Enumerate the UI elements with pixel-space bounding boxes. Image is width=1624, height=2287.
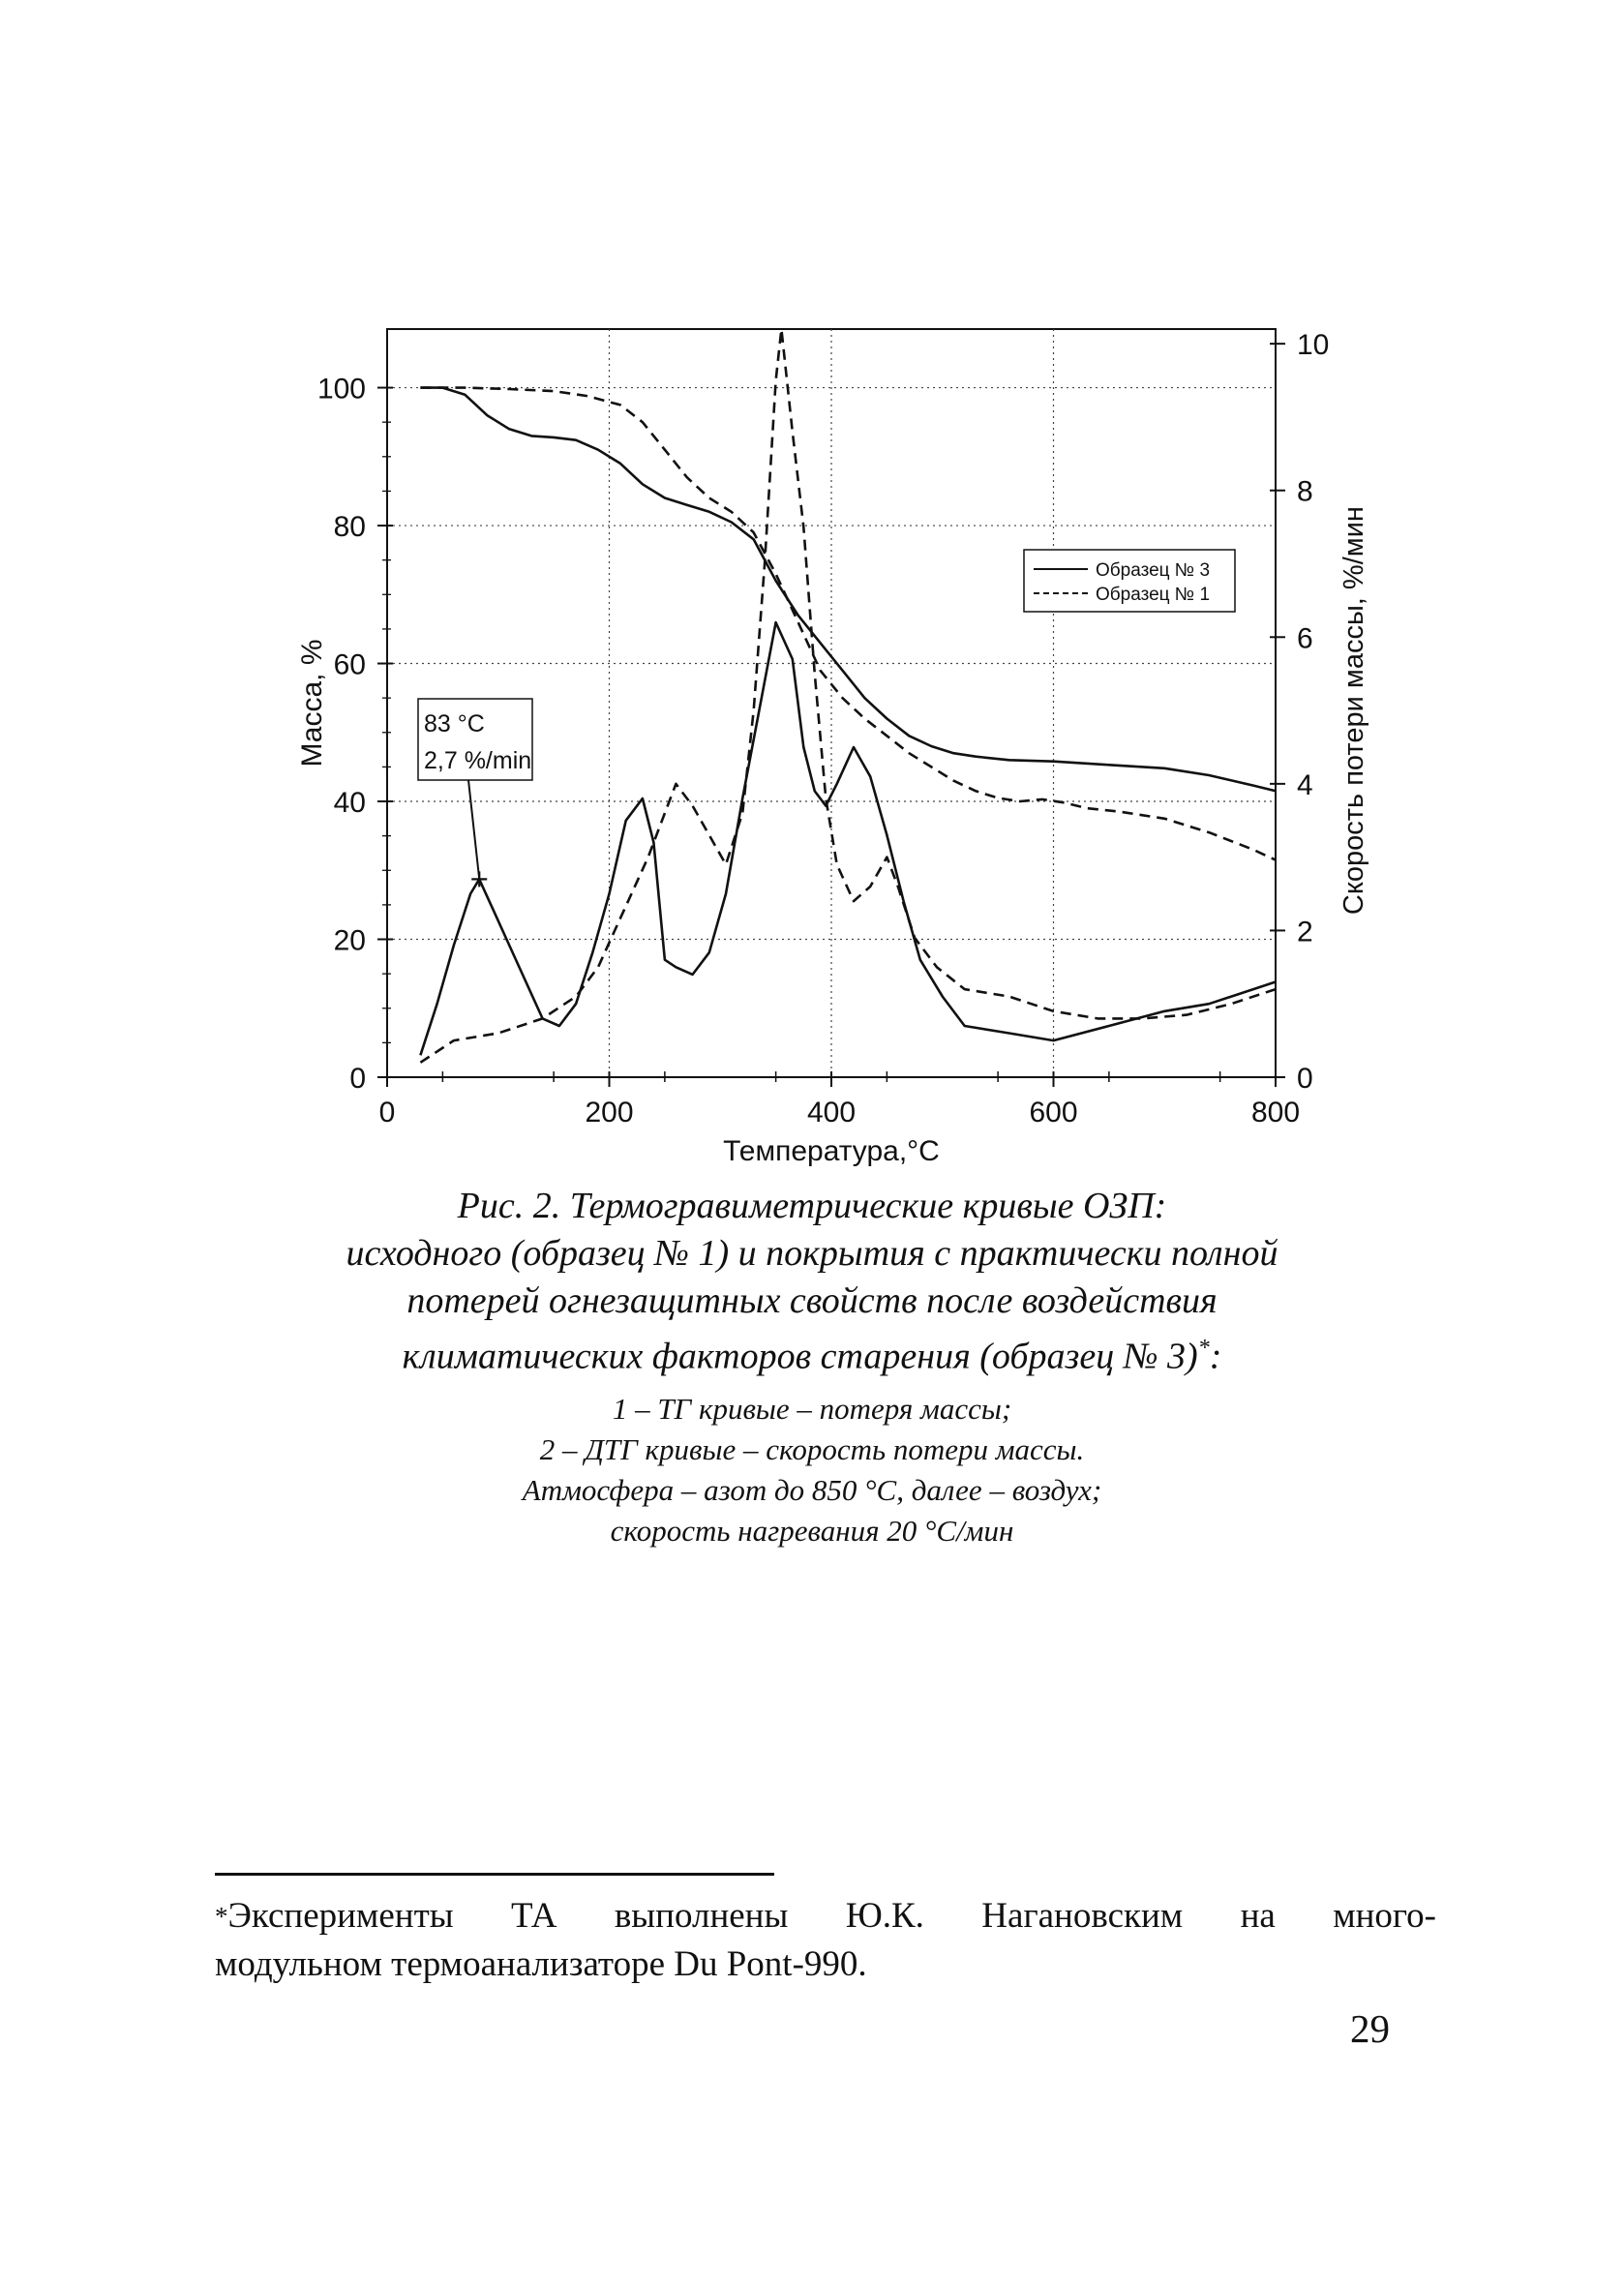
footnote-line-1 (215, 1892, 1436, 1941)
legend-label: Образец № 3 (1096, 560, 1211, 581)
series-line (420, 622, 1276, 1055)
footnote-text-1: Эксперименты ТА выполнены Ю.К. Нагановским на много- (227, 1896, 1436, 1936)
series-line (420, 329, 1276, 1063)
x-tick-label: 200 (585, 1097, 634, 1128)
footnote (215, 1892, 1436, 1989)
footnote-line-2: модульном термоанализаторе Du Pont-990. (215, 1944, 867, 1984)
y2-tick-label: 10 (1297, 329, 1330, 362)
y2-tick-label: 0 (1297, 1063, 1313, 1095)
y2-axis-title: Скорость потери массы, %/мин (1338, 506, 1369, 916)
y-tick-label: 40 (333, 787, 366, 820)
series-line (420, 388, 1276, 860)
y-tick-label: 0 (349, 1063, 366, 1095)
caption-note: Атмосфера – азот до 850 °C, далее – воздух; (522, 1473, 1102, 1507)
y2-tick-label: 8 (1297, 475, 1313, 508)
annotation-leader (468, 780, 479, 879)
x-axis-title: Температура,°C (723, 1135, 940, 1167)
footnote-rule (215, 1873, 774, 1876)
y2-tick-label: 6 (1297, 622, 1313, 655)
y2-tick-label: 4 (1297, 768, 1313, 801)
caption-note: скорость нагревания 20 °C/мин (610, 1514, 1014, 1548)
caption-line: потерей огнезащитных свойств после воздействия (406, 1280, 1218, 1321)
caption-line: Рис. 2. Термогравиметрические кривые ОЗП: (457, 1186, 1167, 1226)
x-tick-label: 400 (806, 1097, 857, 1128)
annotation-line-1: 83 °C (424, 710, 485, 737)
y-tick-label: 60 (333, 648, 366, 681)
annotation-marker (471, 871, 487, 887)
figure-caption (0, 1183, 1624, 1381)
x-tick-label: 0 (378, 1097, 396, 1128)
caption-note: 2 – ДТГ кривые – скорость потери массы. (539, 1432, 1085, 1466)
y-tick-label: 100 (316, 373, 366, 406)
x-tick-label: 600 (1029, 1097, 1078, 1128)
footnote-mark: * (215, 1902, 228, 1931)
x-tick-label: 800 (1250, 1097, 1301, 1128)
figure-caption-notes (0, 1389, 1624, 1551)
caption-line (0, 1325, 1624, 1381)
caption-line-text: климатических факторов старения (образец № 3) (402, 1336, 1198, 1377)
annotation-line-2: 2,7 %/min (424, 747, 532, 774)
caption-line: исходного (образец № 1) и покрытия с практически полной (346, 1233, 1278, 1274)
caption-footnote-mark: * (1197, 1336, 1210, 1361)
y-tick-label: 20 (333, 924, 366, 957)
y-axis-title: Масса, % (296, 639, 328, 767)
caption-colon: : (1209, 1336, 1222, 1377)
y-tick-label: 80 (333, 511, 366, 544)
y2-tick-label: 2 (1297, 916, 1313, 948)
legend-label: Образец № 1 (1096, 585, 1211, 605)
caption-note: 1 – ТГ кривые – потеря массы; (612, 1392, 1012, 1426)
page-number: 29 (1350, 2006, 1390, 2051)
